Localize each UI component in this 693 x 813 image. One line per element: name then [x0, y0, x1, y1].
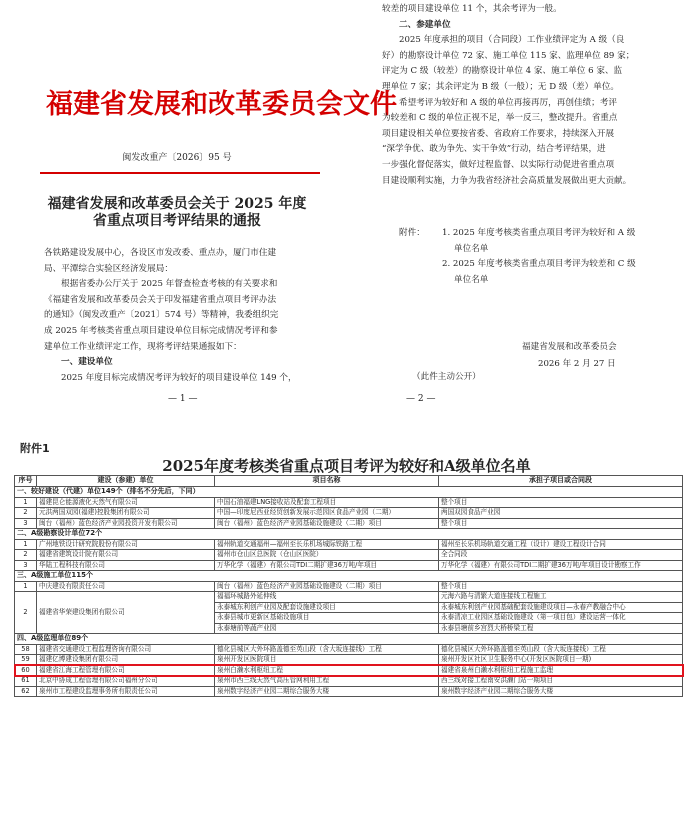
paragraph-line: 建单位工作业绩评定工作，现将考评结果通报如下： [44, 341, 242, 352]
annex-text: 单位名单 [454, 243, 489, 254]
cell-subproject: 德化县城区大外环路盖德至英山段（含大坂连接线）工程 [439, 644, 683, 655]
table-row [15, 644, 683, 655]
paragraph-line: 的通知》（闽发改重产〔2021〕574 号）等精神，我委组织完 [44, 310, 279, 321]
table-row [15, 686, 683, 697]
paragraph-line: 较差的项目建设单位 11 个，其余考评为一般。 [382, 4, 562, 14]
section-heading: 一、建设单位 [61, 357, 113, 368]
cell-project: 中国石油福建LNG接收站及配套工程项目 [215, 497, 439, 508]
annex-page-label: 附件1 [20, 442, 50, 455]
annex-item [382, 257, 666, 273]
cell-subproject: 整个项目 [439, 497, 683, 508]
paragraph-line: 项目建设相关单位要按省委、省政府工作要求，持续深入开展 [382, 128, 615, 139]
cell-project: 泉州市西三线天然气高压管网利用工程 [215, 676, 439, 687]
title-line-1: 福建省发展和改革委员会关于 2025 年度 [47, 196, 307, 212]
cell-number: 60 [15, 665, 37, 676]
cell-number: 3 [15, 560, 37, 571]
cell-subproject: 福州至长乐机场轨道交通工程（设计）建设工程设计合同 [439, 539, 683, 550]
cell-number: 2 [15, 550, 37, 561]
cell-subproject: 福建省泉州白濑水利枢纽工程施工监理 [439, 665, 683, 676]
cell-project: 德化县城区大外环路盖德至英山段（含大坂连接线）工程 [215, 644, 439, 655]
cell-number: 59 [15, 655, 37, 666]
table-header-row [15, 476, 683, 487]
cell-project: 永泰塘前等蔬产业园 [215, 623, 439, 634]
section-title: 一、较好建设（代建）单位149个（排名不分先后，下同） [15, 487, 683, 498]
cell-number: 58 [15, 644, 37, 655]
cell-project: 万华化学（福建）有限公司TDI二期扩建36万吨/年项目 [215, 560, 439, 571]
section-title: 四、A级监理单位89个 [15, 634, 683, 645]
highlighted-row [15, 665, 683, 676]
cell-subproject: 整个项目 [439, 581, 683, 592]
table-row [15, 497, 683, 508]
right-body [382, 2, 666, 189]
annex-table-wrapper [14, 475, 682, 697]
document-title [18, 196, 336, 230]
title-line-2: 省重点项目考评结果的通报 [93, 213, 261, 229]
recipients-line: 各铁路建设发展中心，各设区市发改委、重点办，厦门市住建 [44, 248, 277, 258]
table-row [15, 592, 683, 603]
paragraph-line: 2025 年度承担的项目（合同段）工作业绩评定为 A 级（良 [399, 35, 625, 46]
column-header: 承担子项目或合同段 [439, 476, 683, 487]
signature-date: 2026 年 2 月 27 日 [538, 359, 616, 369]
annex-text: 1. 2025 年度考核类省重点项目考评为较好和 A 级 [442, 228, 636, 238]
cell-subproject: 全合同段 [439, 550, 683, 561]
page-number: — 2 — [406, 394, 436, 404]
cell-unit: 福建省交通建设工程监理咨询有限公司 [37, 644, 215, 655]
paragraph-line: 根据省委办公厅关于 2025 年督查检查考核的有关要求和 [61, 279, 278, 290]
cell-project: 福州轨道交通福州—福州至长乐机场城际铁路工程 [215, 539, 439, 550]
header-divider [40, 172, 320, 174]
annex-item [382, 273, 666, 289]
cell-number: 1 [15, 539, 37, 550]
cell-unit: 中庆建设有限责任公司 [37, 581, 215, 592]
cell-unit: 泉州市工程建设监理事务所有限责任公司 [37, 686, 215, 697]
cell-unit: 福建省江海工程管理有限公司 [37, 665, 215, 676]
paragraph-line: 好）的勘察设计单位 72 家、施工单位 115 家、监理单位 89 家； [382, 50, 635, 61]
cell-subproject: 永泰县塘前乡宫烈大桥桥梁工程 [439, 623, 683, 634]
cell-project: 泉州开发区医院项目 [215, 655, 439, 666]
section-row [15, 571, 683, 582]
annex-table-title: 2025年度考核类省重点项目考评为较好和A级单位名单 [162, 457, 531, 475]
paragraph-line: “深学争优、敢为争先、实干争效”行动，结合考评结果，进 [382, 144, 606, 155]
cell-number: 62 [15, 686, 37, 697]
cell-subproject: 泉州开发区社区卫生服务中心(开发区医院项目一期) [439, 655, 683, 666]
section-row [15, 487, 683, 498]
cell-unit: 广州地铁设计研究院股份有限公司 [37, 539, 215, 550]
paragraph-line: 成 2025 年考核类省重点项目建设单位目标完成情况考评和参 [44, 325, 278, 336]
cell-unit: 华陆工程科技有限公司 [37, 560, 215, 571]
annex-table [14, 475, 683, 697]
cell-number: 61 [15, 676, 37, 687]
cell-unit: 福建省建筑设计院有限公司 [37, 550, 215, 561]
paragraph-line: 一步强化督促落实，做好过程监督、以实际行动促进省重点项 [382, 159, 615, 170]
annex-text: 2. 2025 年度考核类省重点项目考评为较差和 C 级 [442, 259, 636, 270]
cell-number: 1 [15, 497, 37, 508]
cell-project: 福州市仓山区总医院（仓山区医院） [215, 550, 439, 561]
annex-page [0, 420, 693, 813]
cell-project: 泉州白濑水利枢纽工程 [215, 665, 439, 676]
recipients-line: 局、平潭综合实验区经济发展局： [44, 263, 173, 274]
cell-project: 福福环城路外延伸线 [215, 592, 439, 603]
section-title: 三、A级施工单位115个 [15, 571, 683, 582]
document-header: 福建省发展和改革委员会文件 [46, 89, 397, 120]
cell-subproject: 西三线对接工程南安洪濑门站一期项目 [439, 676, 683, 687]
table-row [15, 655, 683, 666]
table-row [15, 539, 683, 550]
paragraph-line: 理单位 7 家；其余评定为 B 级（一般）；无 D 级（差）单位。 [382, 81, 620, 92]
paragraph-line: 为较差和 C 级的单位正视不足，举一反三，整改提升。省重点 [382, 113, 618, 124]
cell-unit: 元洪两国双园(福建)控股集团有限公司 [37, 508, 215, 519]
table-row [15, 518, 683, 529]
annex-text: 单位名单 [454, 274, 489, 285]
cell-unit: 闽台（福州）蓝色经济产业园投资开发有限公司 [37, 518, 215, 529]
paragraph-line: 评定为 C 级（较差）的勘察设计单位 4 家、施工单位 6 家、监 [382, 66, 623, 77]
table-row [15, 508, 683, 519]
cell-project: 闽台（福州）蓝色经济产业园基础设施建设（二期）项目 [215, 518, 439, 529]
publication-note: （此件主动公开） [412, 372, 481, 382]
section-row [15, 634, 683, 645]
cell-number: 2 [15, 592, 37, 634]
column-header: 项目名称 [215, 476, 439, 487]
paragraph-line: 目建设顺利实施，力争为我省经济社会高质量发展做出更大贡献。 [382, 175, 632, 186]
section-row [15, 529, 683, 540]
cell-subproject: 永泰城东利创产业园基础配套设施建设项目—永春产教融合中心 [439, 602, 683, 613]
cell-unit: 福建昆仑能源液化天然气有限公司 [37, 497, 215, 508]
section-heading: 二、参建单位 [399, 19, 451, 30]
annex-label: 附件： [399, 228, 425, 238]
left-body [44, 246, 328, 386]
annex-item [382, 242, 666, 258]
annex-list [382, 226, 666, 288]
cell-unit: 北京中协成工程管理有限公司福州分公司 [37, 676, 215, 687]
table-row [15, 676, 683, 687]
cell-project: 闽台（福州）蓝色经济产业园基础设施建设（二期）项目 [215, 581, 439, 592]
table-row [15, 560, 683, 571]
paragraph-line: 2025 年度目标完成情况考评为较好的项目建设单位 149 个， [61, 372, 297, 383]
cell-subproject: 两国双园食品产业园 [439, 508, 683, 519]
cell-number: 1 [15, 581, 37, 592]
cell-subproject: 整个项目 [439, 518, 683, 529]
section-title: 二、A级勘察设计单位72个 [15, 529, 683, 540]
column-header: 建设（参建）单位 [37, 476, 215, 487]
cell-subproject: 永泰清凉工业园区基础设施建设（第一项目包）建设运营一体化 [439, 613, 683, 624]
cell-number: 3 [15, 518, 37, 529]
paragraph-line: 希望考评为较好和 A 级的单位再接再厉，再创佳绩；考评 [399, 97, 617, 108]
right-page [372, 0, 675, 420]
page-number: — 1 — [168, 394, 198, 404]
column-header: 序号 [15, 476, 37, 487]
cell-unit: 福建省华荣建设集团有限公司 [37, 592, 215, 634]
signature-organization: 福建省发展和改革委员会 [522, 342, 617, 352]
cell-number: 2 [15, 508, 37, 519]
annex-item [382, 226, 666, 242]
table-row [15, 550, 683, 561]
cell-project: 永泰县城市更新区基础设施项目 [215, 613, 439, 624]
cell-project: 泉州数字经济产业园二期综合服务大楼 [215, 686, 439, 697]
cell-project: 永泰城东利创产业园及配套设施建设项目 [215, 602, 439, 613]
cell-subproject: 元海六路与清繁大道连接线工程施工 [439, 592, 683, 603]
left-page [18, 0, 397, 420]
cell-unit: 福建亿博建设集团有限公司 [37, 655, 215, 666]
paragraph-line: 《福建省发展和改革委员会关于印发福建省重点项目考评办法 [44, 294, 277, 305]
cell-subproject: 泉州数字经济产业园二期综合服务大楼 [439, 686, 683, 697]
document-number: 闽发改重产〔2026〕95 号 [122, 153, 232, 163]
table-row [15, 581, 683, 592]
cell-subproject: 万华化学（福建）有限公司TDI二期扩建36万吨/年项目设计勘察工作 [439, 560, 683, 571]
cell-project: 中国—印度尼西亚经贸创新发展示范园区食品产业园（二期） [215, 508, 439, 519]
